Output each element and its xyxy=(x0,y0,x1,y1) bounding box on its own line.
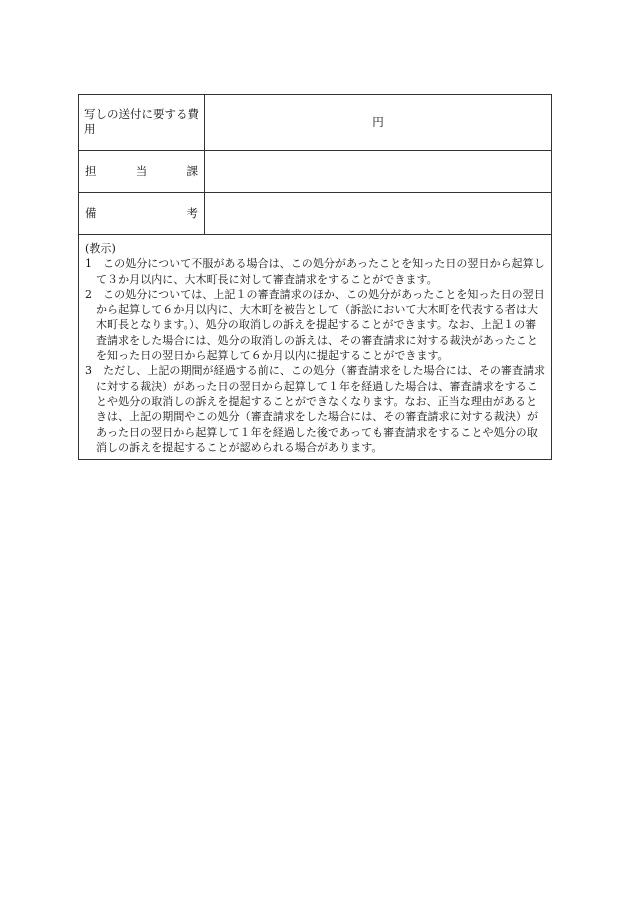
department-label xyxy=(79,151,205,192)
notice-heading: (教示) xyxy=(85,242,116,255)
notice-item: 1 この処分について不服がある場合は、この処分があったことを知った日の翌日から起算して３か月以内に、大木町長に対して審査請求をすることができます。 xyxy=(85,257,545,286)
remarks-label-char: 考 xyxy=(186,206,198,220)
form-table xyxy=(78,94,552,460)
row-copy-fee xyxy=(79,95,551,151)
remarks-label xyxy=(79,193,205,234)
copy-fee-label: 写しの送付に要する費用 xyxy=(79,95,205,150)
copy-fee-value: 円 xyxy=(372,115,384,129)
notice-item: 3 ただし、上記の期間が経過する前に、この処分（審査請求をした場合には、その審査請求に対する裁決）があった日の翌日から起算して１年を経過した場合は、審査請求をすることや処分の取消しの訴えを提起することができなくなります。なお、正当な理由があるときは、上記の期間やこの処分（審査請求をした場合には、その審査請求に対する裁決）があった日の翌日から起算して１年を経過した後であっても審査請求をすることや処分の取消しの訴えを提起することが認められる場合があります。 xyxy=(85,364,546,454)
department-label-char: 課 xyxy=(186,164,198,178)
remarks-value xyxy=(205,193,551,234)
row-remarks xyxy=(79,193,551,235)
notice-section xyxy=(79,235,551,459)
department-value xyxy=(205,151,551,192)
department-label-char: 担 xyxy=(85,164,97,178)
row-department xyxy=(79,151,551,193)
notice-item: 2 この処分については、上記１の審査請求のほか、この処分があったことを知った日の翌日から起算して６か月以内に、大木町を被告として（訴訟において大木町を代表する者は大木町長となります。）、処分の取消しの訴えを提起することができます。なお、上記１の審査請求をした場合には、処分の取消しの訴えは、その審査請求に対する裁決があったことを知った日の翌日から起算して６か月以内に提起することができます。 xyxy=(85,287,545,363)
remarks-label-char: 備 xyxy=(85,206,97,220)
department-label-char: 当 xyxy=(135,164,148,178)
